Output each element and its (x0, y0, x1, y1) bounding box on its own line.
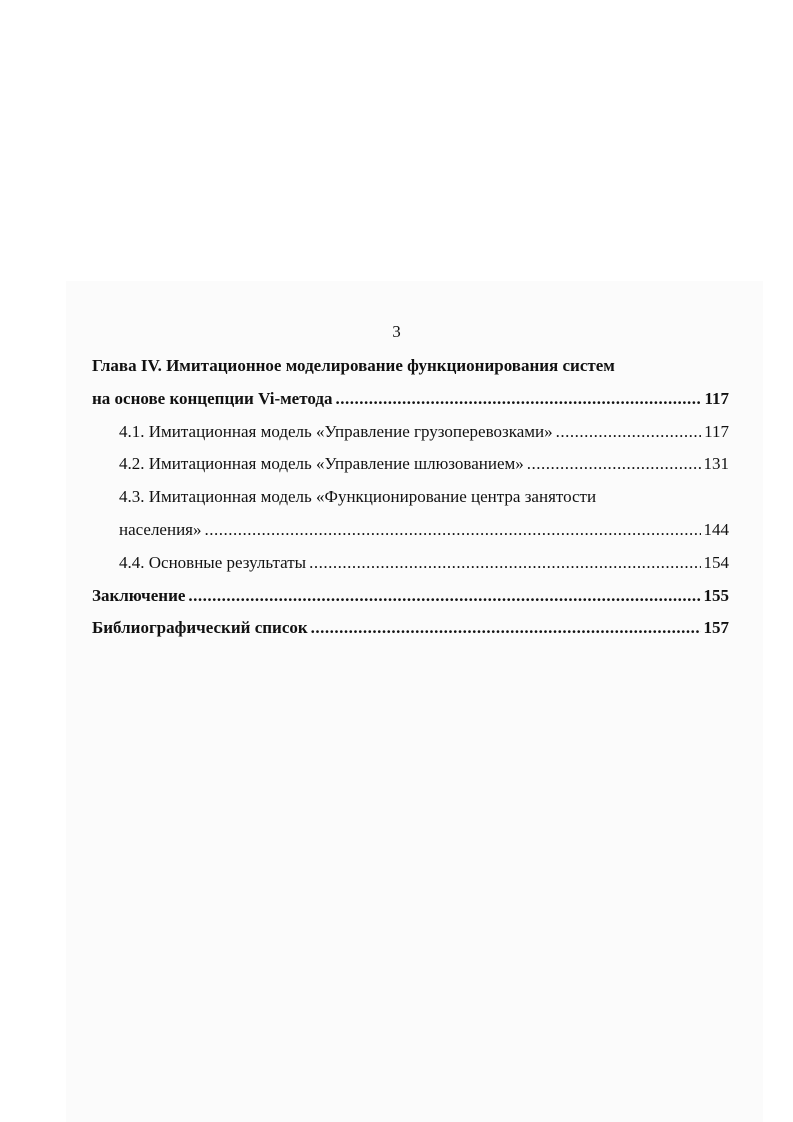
toc-chapter-4-page: 117 (704, 388, 729, 408)
toc-leader-dots (527, 452, 701, 476)
page-number: 3 (392, 322, 401, 341)
toc-section-4-1-title: 4.1. Имитационная модель «Управление грузоперевозками» (119, 421, 553, 441)
toc-section-4-4 (92, 551, 729, 584)
table-of-contents (92, 354, 729, 649)
toc-section-4-4-title: 4.4. Основные результаты (119, 552, 307, 572)
toc-section-4-3-line-2 (92, 518, 729, 551)
toc-section-4-2-page: 131 (703, 454, 729, 474)
toc-chapter-4-line-2 (92, 387, 729, 420)
toc-section-4-1-page: 117 (704, 421, 729, 441)
toc-leader-dots (335, 387, 701, 411)
toc-bibliography (92, 616, 729, 649)
toc-conclusion-title: Заключение (92, 585, 186, 605)
toc-conclusion (92, 584, 729, 617)
toc-leader-dots (205, 518, 701, 542)
toc-chapter-4-title: Глава IV. Имитационное моделирование функционирования систем (92, 356, 615, 375)
toc-chapter-4-line-1 (92, 354, 729, 387)
toc-section-4-3-title: 4.3. Имитационная модель «Функционирование центра занятости (119, 487, 597, 507)
toc-section-4-2-title: 4.2. Имитационная модель «Управление шлюзованием» (119, 454, 524, 474)
toc-bibliography-title: Библиографический список (92, 618, 308, 638)
toc-section-4-2 (92, 452, 729, 485)
toc-bibliography-page: 157 (703, 618, 729, 638)
toc-leader-dots (188, 584, 700, 608)
toc-section-4-3-page: 144 (703, 519, 729, 539)
toc-section-4-1 (92, 420, 729, 453)
toc-conclusion-page: 155 (703, 585, 729, 605)
toc-section-4-3-title-cont: населения» (119, 519, 202, 539)
toc-leader-dots (309, 551, 700, 575)
toc-leader-dots (311, 616, 701, 640)
toc-section-4-4-page: 154 (703, 552, 729, 572)
toc-leader-dots (556, 420, 702, 444)
toc-chapter-4-title-cont: на основе концепции Vi-метода (92, 388, 333, 408)
toc-section-4-3-line-1 (92, 485, 729, 518)
